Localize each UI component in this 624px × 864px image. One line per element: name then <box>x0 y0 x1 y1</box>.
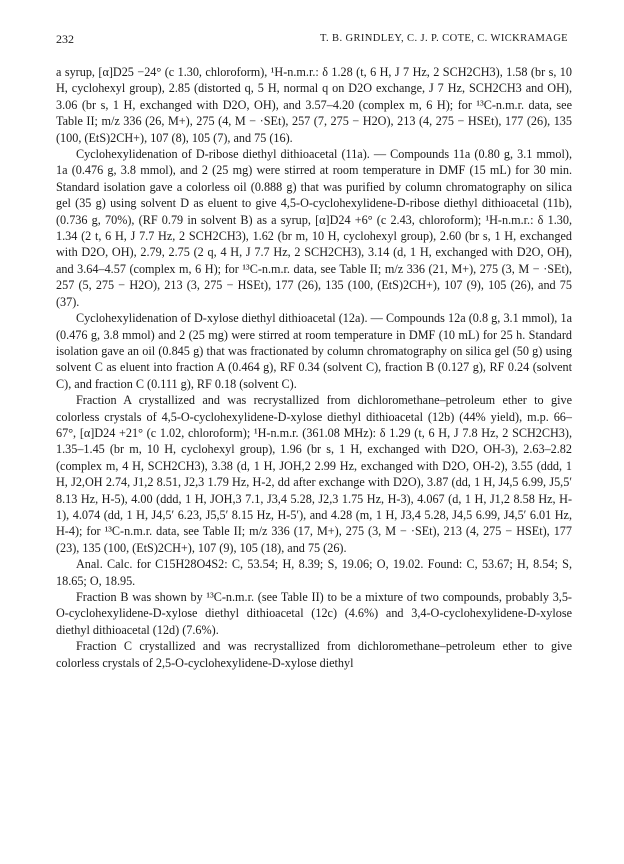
paragraph-fraction-a: Fraction A crystallized and was recrystallized from dichloromethane–petroleum ether to give colorless crystals of 4,5-O-cyclohexylidene-D-xylose diethyl dithioacetal (12b) (44% yield), m.p. 66–67°, [α]D24 +21° (c 1.02, chloroform); ¹H-n.m.r. (361.08 MHz): δ 1.29 (t, 6 H, J 7.8 Hz, 2 SCH2CH3), 1.35–1.45 (br m, 10 H, cyclohexyl group), 1.96 (br s, 1 H, exchanged with D2O, OH-3), 2.63–2.82 (complex m, 4 H, SCH2CH3), 3.38 (d, 1 H, JOH,2 2.99 Hz, exchanged with D2O, OH-2), 3.55 (ddd, 1 H, J2,OH 2.74, J1,2 8.51, J2,3 1.79 Hz, H-2, dd after exchange with D2O), 3.87 (dd, 1 H, J4,5 6.99, J5,5′ 8.13 Hz, H-5), 4.00 (ddd, 1 H, JOH,3 7.1, J3,4 5.28, J2,3 1.75 Hz, H-3), 4.067 (d, 1 H, J1,2 8.58 Hz, H-1), 4.074 (dd, 1 H, J4,5′ 6.23, J5,5′ 8.15 Hz, H-5′), and 4.28 (m, 1 H, J3,4 5.28, J4,5 6.99, J4,5′ 6.01 Hz, H-4); for ¹³C-n.m.r. data, see Table II; m/z 336 (17, M+), 275 (3, M − ·SEt), 213 (4, 275 − HSEt), 177 (23), 135 (100, (EtS)2CH+), 107 (9), 105 (18), and 75 (26). <box>56 393 572 555</box>
article-body <box>56 64 572 671</box>
paragraph-xylose-cyclohexylidenation: Cyclohexylidenation of D-xylose diethyl dithioacetal (12a). — Compounds 12a (0.8 g, 3.1 mmol), 1a (0.476 g, 3.8 mmol) and 2 (25 mg) were stirred at room temperature in DMF (10 mL) for 25 h. Standard isolation gave an oil (0.845 g) that was fractionated by column chromatography on silica gel (50 g) using solvent C as eluent into fraction A (0.464 g), RF 0.34 (solvent C), fraction B (0.127 g), RF 0.24 (solvent C), and fraction C (0.111 g), RF 0.18 (solvent C). <box>56 311 572 391</box>
paragraph-ribose-cyclohexylidenation: Cyclohexylidenation of D-ribose diethyl dithioacetal (11a). — Compounds 11a (0.80 g, 3.1 mmol), 1a (0.476 g, 3.8 mmol), and 2 (25 mg) were stirred at room temperature in DMF (15 mL) for 30 min. Standard isolation gave a colorless oil (0.888 g) that was purified by column chromatography on silica gel (35 g) using solvent D as eluent to give 4,5-O-cyclohexylidene-D-ribose diethyl dithioacetal (11b), (0.736 g, 70%), (RF 0.79 in solvent B) as a syrup, [α]D24 +6° (c 2.43, chloroform); ¹H-n.m.r.: δ 1.30, 1.34 (2 t, 6 H, J 7.7 Hz, 2 SCH2CH3), 1.62 (br m, 10 H, cyclohexyl group), 2.60 (br s, 1 H, exchanged with D2O, OH), 2.79, 2.75 (2 q, 4 H, J 7.7 Hz, 2 SCH2CH3), 3.14 (d, 1 H, exchanged with D2O, OH), and 3.64–4.57 (complex m, 6 H); for ¹³C-n.m.r. data, see Table II; m/z 336 (21, M+), 275 (3, M − ·SEt), 257 (5, 275 − H2O), 213 (3, 275 − HSEt), 177 (26), 135 (100, (EtS)2CH+), 107 (9), 105 (26), and 75 (37). <box>56 147 572 309</box>
page-header <box>56 32 568 48</box>
page-number: 232 <box>56 32 74 46</box>
paragraph-fraction-b: Fraction B was shown by ¹³C-n.m.r. (see Table II) to be a mixture of two compounds, probably 3,5-O-cyclohexylidene-D-xylose diethyl dithioacetal (12c) (4.6%) and 3,4-O-cyclohexylidene-D-xylose diethyl dithioacetal (12d) (7.6%). <box>56 590 572 637</box>
paragraph-fraction-c: Fraction C crystallized and was recrystallized from dichloromethane–petroleum ether to give colorless crystals of 2,5-O-cyclohexylidene-D-xylose diethyl <box>56 639 572 670</box>
running-title: T. B. GRINDLEY, C. J. P. COTE, C. WICKRAMAGE <box>319 33 568 44</box>
paragraph-analysis: Anal. Calc. for C15H28O4S2: C, 53.54; H, 8.39; S, 19.06; O, 19.02. Found: C, 53.67; H, 8.54; S, 18.65; O, 18.95. <box>56 557 572 588</box>
paragraph-syrup-data: a syrup, [α]D25 −24° (c 1.30, chloroform), ¹H-n.m.r.: δ 1.28 (t, 6 H, J 7 Hz, 2 SCH2CH3), 1.58 (br s, 10 H, cyclohexyl group), 2.85 (distorted q, 5 H, normal q on D2O exchange, J 7 Hz, SCH2CH3 and OH), 3.06 (br s, 1 H, exchanged with D2O, OH), and 3.57–4.20 (complex m, 6 H); for ¹³C-n.m.r. data, see Table II; m/z 336 (26, M+), 275 (4, M − ·SEt), 257 (7, 275 − H2O), 213 (4, 275 − HSEt), 177 (26), 135 (100, (EtS)2CH+), 107 (8), 105 (7), and 75 (16). <box>56 65 572 145</box>
